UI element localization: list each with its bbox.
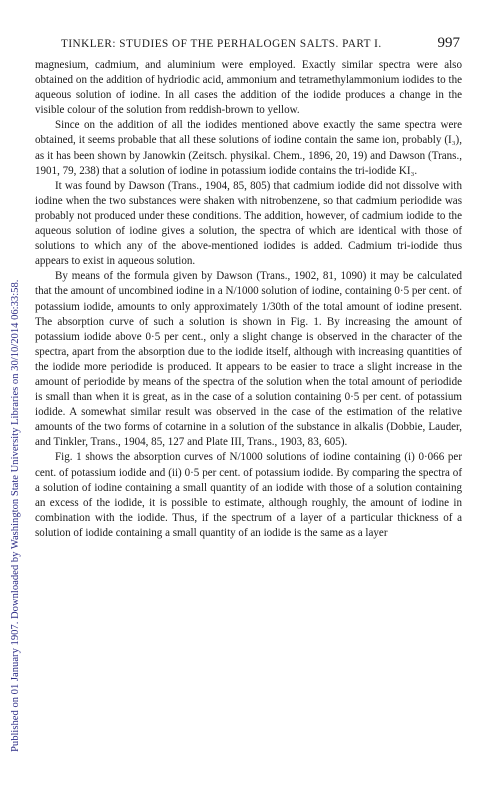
journal-page: [35, 35, 462, 541]
download-watermark-text: Published on 01 January 1907. Downloaded by Washington State University Libraries on 30/10/2014 06:33:58.: [10, 279, 21, 752]
running-header: [35, 35, 462, 52]
paragraph-4: By means of the formula given by Dawson (Trans., 1902, 81, 1090) it may be calculated that the amount of uncombined iodine in a N/1000 solution of iodine, containing 0·5 per cent. of potassium iodide, amounts to only approximately 1/30th of the total amount of iodine present. The absorption curve of such a solution is shown in Fig. 1. By increasing the amount of potassium iodide above 0·5 per cent., only a slight change is observed in the character of the spectra, apart from the absorption due to the iodide itself, although with increasing quantities of the iodide more periodide is produced. It appears to be easier to trace a slight increase in the amount of periodide by means of the spectra of the solution when the total amount of periodide is small than when it is great, as in the case of a solution containing 0·5 per cent. of potassium iodide. A somewhat similar result was observed in the case of the estimation of the relative amounts of the two forms of cotarnine in a solution of the substance in alkalis (Dobbie, Lauder, and Tinkler, Trans., 1904, 85, 127 and Plate III, Trans., 1903, 83, 605).: [35, 270, 462, 449]
paragraph-3: It was found by Dawson (Trans., 1904, 85, 805) that cadmium iodide did not dissolve with iodine when the two substances were shaken with nitrobenzene, so that cadmium periodide was probably not produced under these conditions. The addition, however, of cadmium iodide to the aqueous solution of iodine gives a solution, the spectra of which are identical with those of solutions to which any of the above-mentioned iodides is added. Cadmium tri-iodide thus appears to exist in aqueous solution.: [35, 179, 462, 268]
paragraph-1: magnesium, cadmium, and aluminium were employed. Exactly similar spectra were also obtained on the addition of hydriodic acid, ammonium and tetramethylammonium iodides to the aqueous solution of iodine. In all cases the addition of the iodide produces a change in the visible colour of the solution from reddish-brown to yellow.: [35, 59, 462, 117]
article-body: [35, 58, 462, 541]
page-number: 997: [437, 35, 460, 51]
download-watermark: [2, 0, 22, 792]
paragraph-5: Fig. 1 shows the absorption curves of N/1000 solutions of iodine containing (i) 0·066 per cent. of potassium iodide and (ii) 0·5 per cent. of potassium iodide. By comparing the spectra of a solution of iodine containing a small quantity of an iodide with those of a solution containing an excess of the iodide, it is possible to estimate, although roughly, the amount of iodine in combination with the iodide. Thus, if the spectrum of a layer of a particular thickness of a solution of iodide containing a small quantity of an iodide is the same as a layer: [35, 451, 462, 539]
running-title: TINKLER: STUDIES OF THE PERHALOGEN SALTS. PART I.: [61, 38, 382, 50]
paragraph-2: Since on the addition of all the iodides mentioned above exactly the same spectra were obtained, it seems probable that all these solutions of iodine contain the same ion, probably (I₃), as it has been shown by Janowkin (Zeitsch. physikal. Chem., 1896, 20, 19) and Dawson (Trans., 1901, 79, 238) that a solution of iodine in potassium iodide contains the tri-iodide KI₃.: [35, 119, 462, 177]
